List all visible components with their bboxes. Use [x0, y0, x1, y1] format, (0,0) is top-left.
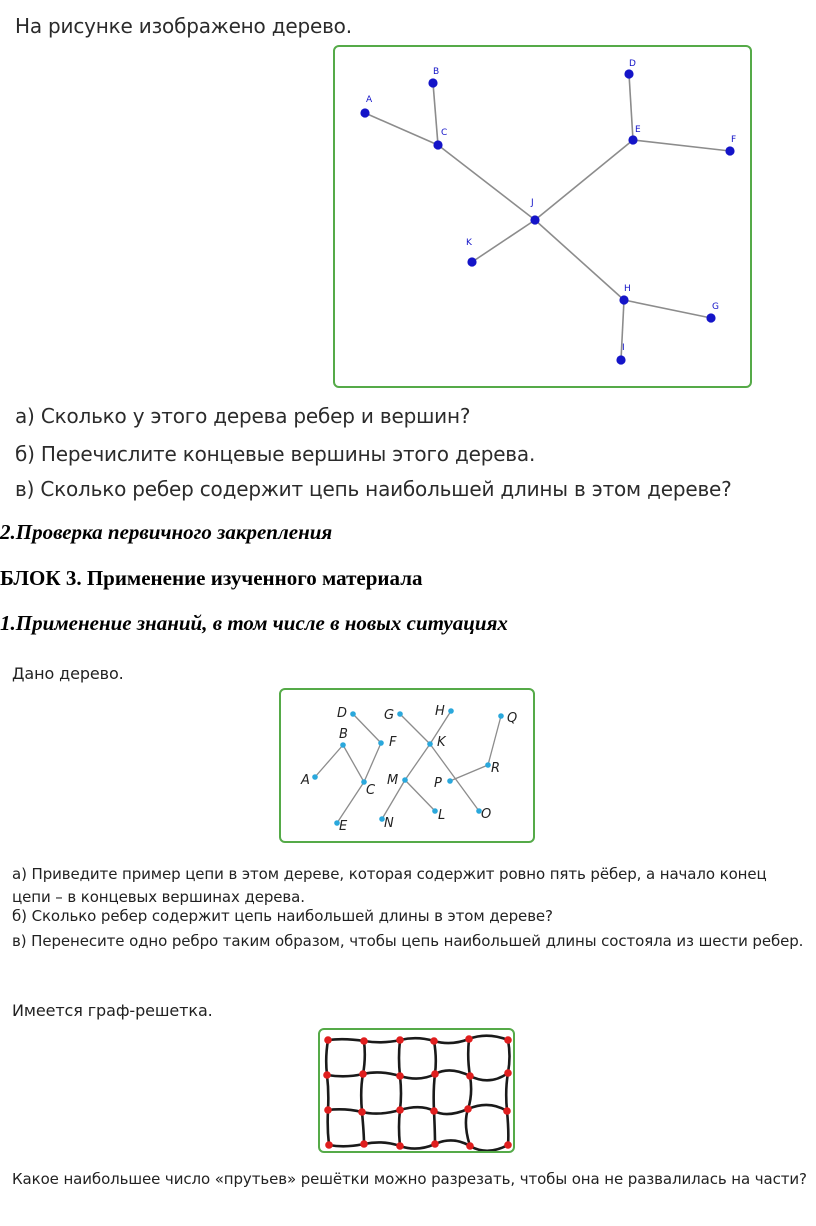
- grid-node: [396, 1142, 404, 1150]
- tree1-node-d: [624, 69, 633, 78]
- grid-node: [358, 1108, 366, 1116]
- grid-node: [325, 1141, 333, 1149]
- tree2-label-q: Q: [507, 711, 518, 726]
- tree1-node-k: [467, 257, 476, 266]
- tree2-node-d: [350, 711, 356, 717]
- tree1-label-j: J: [531, 198, 534, 208]
- grid-node: [396, 1106, 404, 1114]
- task1-intro: На рисунке изображено дерево.: [15, 14, 352, 38]
- grid-col-6: [506, 1040, 509, 1145]
- tree2-label-r: R: [491, 761, 501, 776]
- grid-node: [464, 1105, 472, 1113]
- tree1-node-c: [433, 140, 442, 149]
- tree2-diagram: [281, 690, 533, 841]
- grid-node: [396, 1036, 404, 1044]
- tree1-label-i: I: [622, 343, 625, 353]
- grid-row-3: [328, 1105, 507, 1114]
- grid-node: [360, 1140, 368, 1148]
- tree2-node-l: [432, 808, 438, 814]
- tree2-node-r: [485, 762, 491, 768]
- tree1-node-j: [530, 215, 539, 224]
- tree1-edge-k-j: [472, 220, 535, 262]
- tree1-edge-c-j: [438, 145, 535, 220]
- task1-question-a: а) Сколько у этого дерева ребер и вершин?: [15, 404, 471, 428]
- grid-node: [359, 1070, 367, 1078]
- grid-node: [504, 1036, 512, 1044]
- tree2-edge-m-l: [405, 780, 435, 811]
- tree2-label-m: M: [387, 773, 399, 788]
- tree2-label-e: E: [339, 819, 348, 834]
- grid-node: [360, 1037, 368, 1045]
- grid-row-1: [328, 1036, 508, 1043]
- tree2-node-m: [402, 777, 408, 783]
- grid-node: [430, 1037, 438, 1045]
- grid-row-2: [327, 1070, 508, 1080]
- grid-col-3: [399, 1040, 401, 1146]
- tree1-edge-j-h: [535, 220, 624, 300]
- grid-col-5: [466, 1039, 471, 1146]
- grid-row-4: [329, 1140, 508, 1150]
- grid-node: [431, 1140, 439, 1148]
- tree1-edge-b-c: [433, 83, 438, 145]
- tree1-edge-h-g: [624, 300, 711, 318]
- tree2-node-f: [378, 740, 384, 746]
- tree1-label-h: H: [624, 284, 631, 294]
- task1-question-c: в) Сколько ребер содержит цепь наибольшей длины в этом дереве?: [15, 477, 732, 501]
- tree1-label-d: D: [629, 59, 636, 69]
- grid-node: [431, 1070, 439, 1078]
- grid-node: [324, 1036, 332, 1044]
- task2-question-a: а) Приведите пример цепи в этом дереве, которая содержит ровно пять рёбер, а начало конец цепи – в концевых вершинах дерева.: [12, 865, 767, 906]
- task3-question: Какое наибольшее число «прутьев» решётки можно разрезать, чтобы она не развалилась на части?: [12, 1170, 807, 1188]
- tree2-label-n: N: [384, 816, 394, 831]
- tree2-label-b: B: [339, 727, 348, 742]
- tree1-diagram: [335, 47, 750, 386]
- tree2-node-k: [427, 741, 433, 747]
- tree1-node-h: [619, 295, 628, 304]
- tree2-edge-d-f: [353, 714, 381, 743]
- tree2-node-a: [312, 774, 318, 780]
- tree1-label-f: F: [731, 135, 737, 145]
- task2-question-b: б) Сколько ребер содержит цепь наибольшей длины в этом дереве?: [12, 907, 553, 925]
- tree2-label-p: P: [434, 776, 442, 791]
- grid-col-4: [434, 1041, 436, 1144]
- tree1-node-b: [428, 78, 437, 87]
- heading-apply: 1.Применение знаний, в том числе в новых ситуациях: [0, 611, 508, 635]
- tree1-frame: [333, 45, 752, 388]
- tree1-node-f: [725, 146, 734, 155]
- tree1-node-a: [360, 108, 369, 117]
- grid-col-2: [361, 1041, 365, 1144]
- grid-graph: [320, 1030, 513, 1151]
- tree2-label-o: O: [481, 807, 492, 822]
- grid-node: [396, 1072, 404, 1080]
- grid-node: [465, 1035, 473, 1043]
- tree2-node-h: [448, 708, 454, 714]
- tree1-label-k: K: [466, 238, 472, 248]
- tree2-label-l: L: [438, 808, 446, 823]
- grid-frame: [318, 1028, 515, 1153]
- task2-question-c: в) Перенесите одно ребро таким образом, чтобы цепь наибольшей длины состояла из шести ребер.: [12, 932, 804, 950]
- grid-node: [503, 1107, 511, 1115]
- tree1-node-i: [616, 355, 625, 364]
- tree2-edge-b-a: [315, 745, 343, 777]
- tree2-label-d: D: [337, 706, 348, 721]
- tree1-label-c: C: [441, 128, 448, 138]
- tree1-label-a: A: [366, 95, 373, 105]
- tree2-edge-p-r: [450, 765, 488, 781]
- tree1-label-g: G: [712, 302, 719, 312]
- grid-node: [504, 1141, 512, 1149]
- tree2-edge-r-q: [488, 716, 501, 765]
- tree1-edge-d-e: [629, 74, 633, 140]
- tree2-edge-k-m: [405, 744, 430, 780]
- task3-intro: Имеется граф-решетка.: [12, 1001, 213, 1020]
- tree1-node-g: [706, 313, 715, 322]
- tree2-label-c: C: [366, 783, 376, 798]
- tree2-edge-c-e: [337, 782, 364, 823]
- tree2-label-g: G: [384, 708, 395, 723]
- grid-node: [466, 1142, 474, 1150]
- tree1-edge-e-j: [535, 140, 633, 220]
- grid-node: [323, 1071, 331, 1079]
- tree2-edge-f-c: [364, 743, 381, 782]
- tree1-edge-e-f: [633, 140, 730, 151]
- task2-intro: Дано дерево.: [12, 664, 124, 683]
- heading-check: 2.Проверка первичного закрепления: [0, 520, 333, 544]
- grid-node: [466, 1072, 474, 1080]
- tree2-label-h: H: [435, 704, 445, 719]
- tree2-edge-b-c: [343, 745, 364, 782]
- tree2-node-q: [498, 713, 504, 719]
- tree1-edge-a-c: [365, 113, 438, 145]
- tree1-label-b: B: [433, 67, 440, 77]
- tree2-label-a: A: [301, 773, 310, 788]
- grid-node: [324, 1106, 332, 1114]
- task1-question-b: б) Перечислите концевые вершины этого дерева.: [15, 442, 536, 466]
- grid-node: [504, 1069, 512, 1077]
- tree2-node-b: [340, 742, 346, 748]
- tree1-label-e: E: [635, 125, 641, 135]
- grid-col-1: [326, 1040, 329, 1145]
- tree2-node-p: [447, 778, 453, 784]
- tree1-node-e: [628, 135, 637, 144]
- tree2-frame: [279, 688, 535, 843]
- grid-node: [430, 1107, 438, 1115]
- tree2-node-g: [397, 711, 403, 717]
- heading-block: БЛОК 3. Применение изученного материала: [0, 566, 423, 590]
- tree2-label-k: K: [437, 735, 446, 750]
- tree2-edge-g-k: [400, 714, 430, 744]
- tree2-label-f: F: [389, 735, 397, 750]
